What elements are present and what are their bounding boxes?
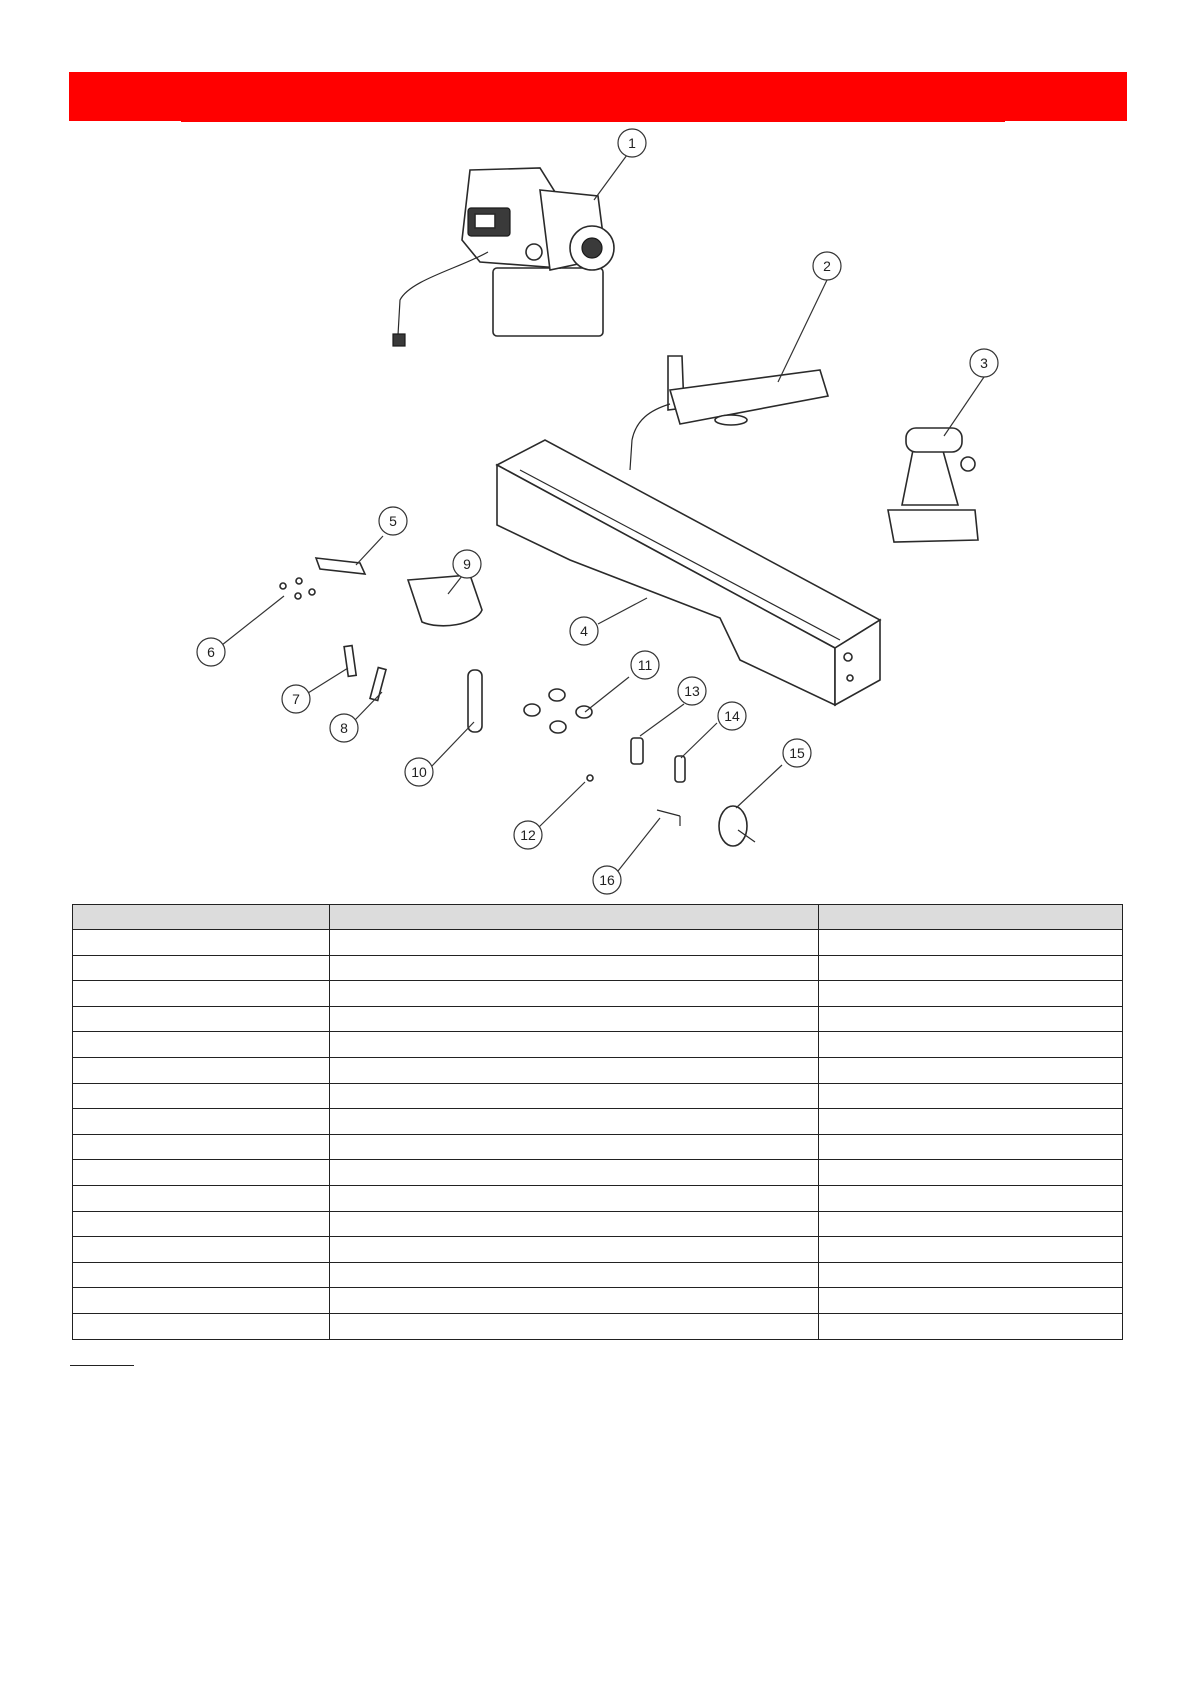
header-cell	[819, 905, 1123, 930]
svg-text:16: 16	[599, 872, 615, 888]
callout-2	[813, 252, 841, 280]
table-cell	[73, 1262, 330, 1288]
svg-text:11: 11	[637, 657, 653, 673]
svg-text:10: 10	[411, 764, 427, 780]
callout-14	[718, 702, 746, 730]
table-cell	[330, 1288, 819, 1314]
table-cell	[73, 1288, 330, 1314]
table-row	[73, 1134, 1123, 1160]
table-row	[73, 1109, 1123, 1135]
table-row	[73, 1211, 1123, 1237]
headstock-drawing	[393, 168, 614, 346]
table-cell	[73, 955, 330, 981]
callout-5	[379, 507, 407, 535]
svg-text:9: 9	[463, 556, 471, 572]
callout-15	[783, 739, 811, 767]
callout-16	[593, 866, 621, 894]
svg-text:14: 14	[724, 708, 740, 724]
svg-text:3: 3	[980, 355, 988, 371]
table-cell	[819, 1262, 1123, 1288]
callout-4	[570, 617, 598, 645]
table-row	[73, 1057, 1123, 1083]
callout-3	[970, 349, 998, 377]
table-cell	[330, 930, 819, 956]
callout-13	[678, 677, 706, 705]
table-cell	[73, 1083, 330, 1109]
callout-9	[453, 550, 481, 578]
table-cell	[330, 1057, 819, 1083]
svg-text:6: 6	[207, 644, 215, 660]
table-cell	[819, 1083, 1123, 1109]
table-row	[73, 981, 1123, 1007]
table-header-row	[73, 905, 1123, 930]
table-row	[73, 1237, 1123, 1263]
table-cell	[330, 1262, 819, 1288]
table-cell	[73, 1160, 330, 1186]
header-cell	[73, 905, 330, 930]
callout-11	[631, 651, 659, 679]
table-cell	[819, 930, 1123, 956]
table-cell	[73, 1185, 330, 1211]
table-cell	[819, 1288, 1123, 1314]
table-cell	[819, 1032, 1123, 1058]
callout-1	[618, 129, 646, 157]
table-cell	[73, 1211, 330, 1237]
svg-text:12: 12	[520, 827, 536, 843]
table-cell	[73, 1006, 330, 1032]
table-cell	[819, 1237, 1123, 1263]
table-cell	[819, 955, 1123, 981]
table-cell	[330, 1109, 819, 1135]
table-cell	[330, 1237, 819, 1263]
callout-7	[282, 685, 310, 713]
callout-12	[514, 821, 542, 849]
table-row	[73, 955, 1123, 981]
table-cell	[330, 1032, 819, 1058]
table-cell	[73, 1237, 330, 1263]
svg-text:2: 2	[823, 258, 831, 274]
table-cell	[330, 1134, 819, 1160]
svg-text:8: 8	[340, 720, 348, 736]
table-cell	[330, 955, 819, 981]
callout-8	[330, 714, 358, 742]
table-cell	[819, 1313, 1123, 1339]
table-cell	[73, 1313, 330, 1339]
table-cell	[330, 1006, 819, 1032]
table-cell	[330, 1211, 819, 1237]
svg-text:13: 13	[684, 683, 700, 699]
svg-text:1: 1	[628, 135, 636, 151]
table-cell	[73, 1109, 330, 1135]
table-row	[73, 1006, 1123, 1032]
header-cell	[330, 905, 819, 930]
table-cell	[819, 1006, 1123, 1032]
lathe-bed-drawing	[497, 440, 880, 705]
table-row	[73, 1313, 1123, 1339]
tool-rest-drawing	[630, 356, 828, 470]
table-row	[73, 1083, 1123, 1109]
table-cell	[73, 930, 330, 956]
table-cell	[73, 1134, 330, 1160]
table-cell	[73, 981, 330, 1007]
table-cell	[330, 1313, 819, 1339]
table-cell	[330, 981, 819, 1007]
table-cell	[330, 1185, 819, 1211]
table-cell	[73, 1057, 330, 1083]
table-row	[73, 930, 1123, 956]
table-cell	[819, 1109, 1123, 1135]
table-cell	[819, 1211, 1123, 1237]
table-cell	[819, 1134, 1123, 1160]
table-cell	[819, 1185, 1123, 1211]
table-cell	[819, 1160, 1123, 1186]
svg-text:5: 5	[389, 513, 397, 529]
parts-table	[72, 904, 1123, 1340]
table-row	[73, 1262, 1123, 1288]
svg-text:4: 4	[580, 623, 588, 639]
table-cell	[330, 1160, 819, 1186]
footnote-rule	[70, 1365, 134, 1366]
svg-text:7: 7	[292, 691, 300, 707]
table-row	[73, 1185, 1123, 1211]
table-row	[73, 1288, 1123, 1314]
table-cell	[330, 1083, 819, 1109]
table-cell	[819, 981, 1123, 1007]
table-cell	[73, 1032, 330, 1058]
table-cell	[819, 1057, 1123, 1083]
callout-6	[197, 638, 225, 666]
tailstock-drawing	[888, 428, 978, 542]
table-row	[73, 1032, 1123, 1058]
callout-10	[405, 758, 433, 786]
svg-text:15: 15	[789, 745, 805, 761]
table-row	[73, 1160, 1123, 1186]
